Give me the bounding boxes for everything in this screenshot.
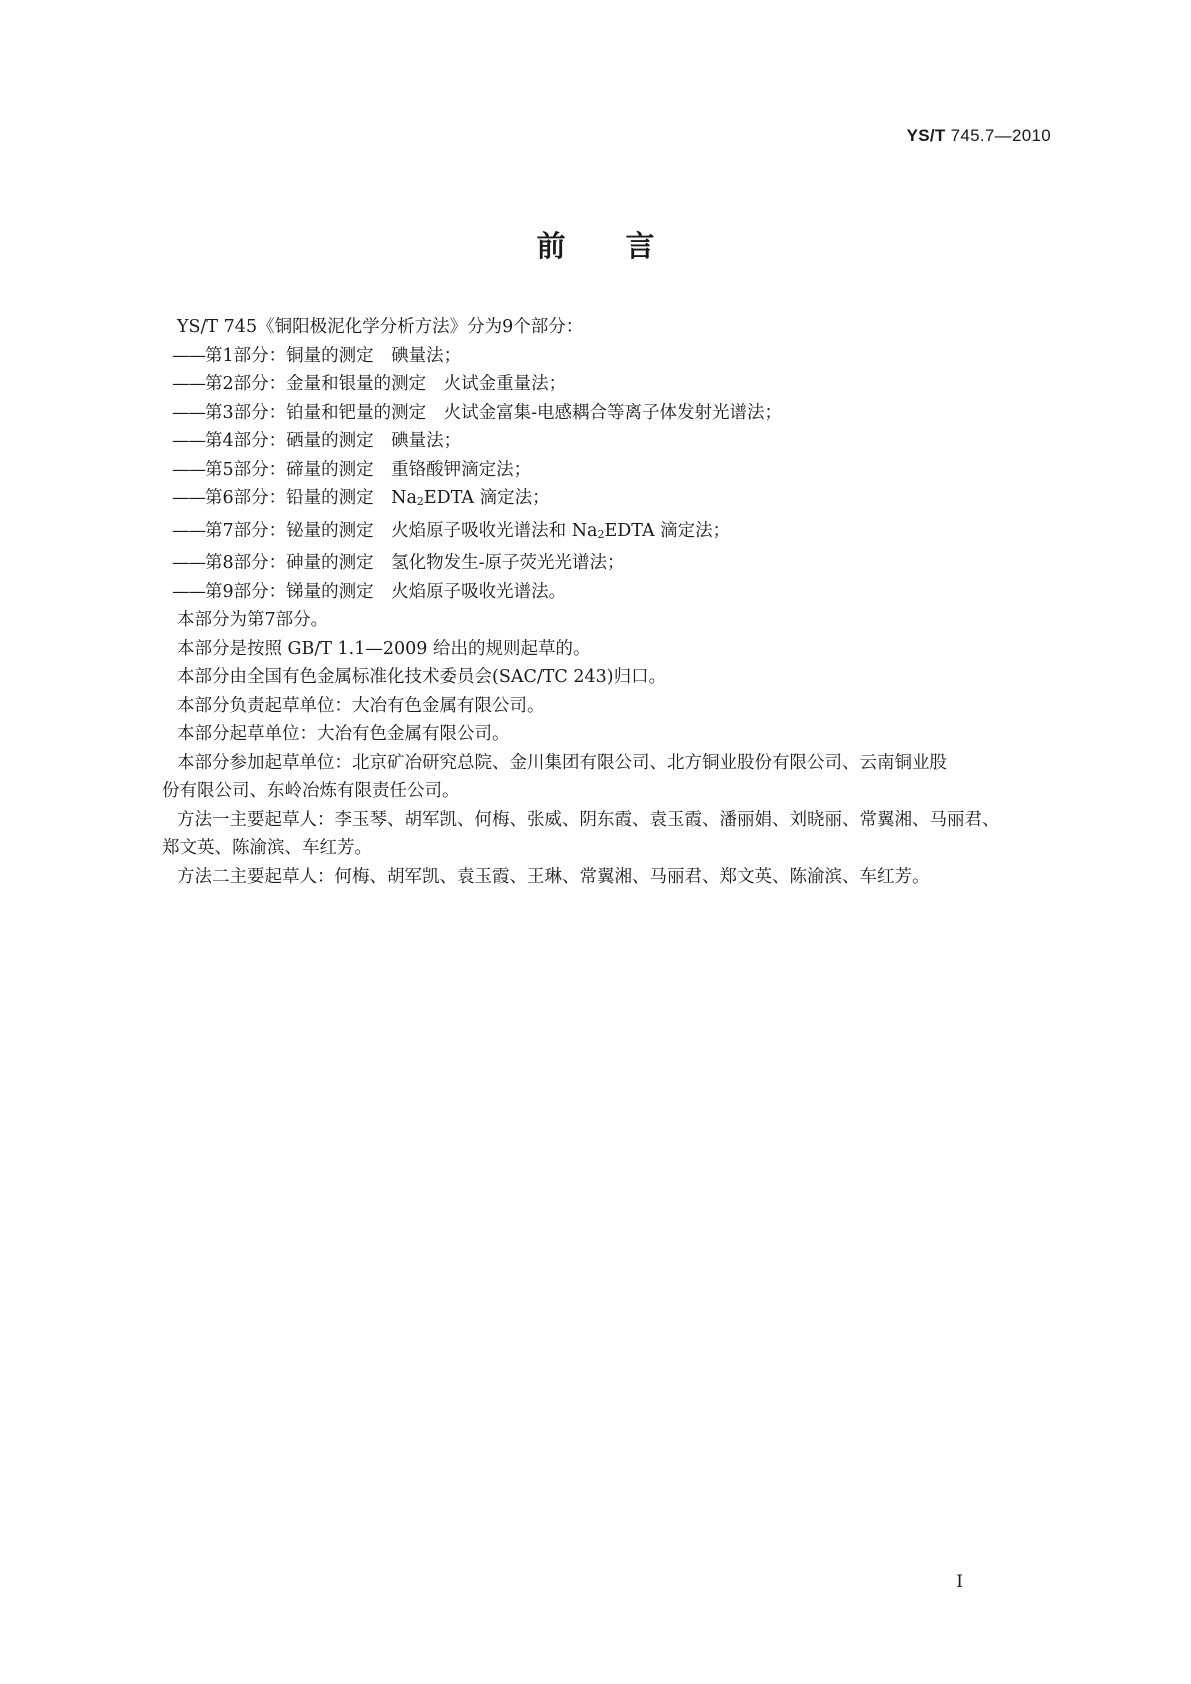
part-item-1: [172, 342, 1092, 371]
part-dash: ——: [172, 488, 205, 508]
part-item-4: [172, 427, 1092, 456]
part-text: 第1部分：铜量的测定 碘量法；: [205, 345, 462, 366]
part-text: 第3部分：铂量和钯量的测定 火试金富集-电感耦合等离子体发射光谱法；: [205, 402, 783, 423]
part-text-post: EDTA 滴定法；: [604, 520, 731, 541]
part-text-post: EDTA 滴定法；: [423, 488, 550, 508]
standard-number: 745.7—2010: [950, 126, 1051, 145]
intro-line: YS/T 745《铜阳极泥化学分析方法》分为9个部分：: [177, 317, 584, 337]
drafting-unit-statement: 本部分起草单位：大冶有色金属有限公司。: [177, 724, 510, 744]
participating-units-line1: 本部分参加起草单位：北京矿冶研究总院、金川集团有限公司、北方铜业股份有限公司、云南铜业股: [177, 752, 947, 773]
part-dash: ——: [172, 581, 205, 602]
part-text: 第2部分：金量和银量的测定 火试金重量法；: [205, 374, 567, 394]
part-item-6: [172, 484, 1092, 517]
part-dash: ——: [172, 553, 205, 573]
part-text: 第8部分：砷量的测定 氢化物发生-原子荧光光谱法；: [205, 553, 625, 573]
page-title: 前言: [536, 229, 715, 263]
part-dash: ——: [172, 345, 205, 366]
part-dash: ——: [172, 431, 205, 451]
part-text: 第4部分：硒量的测定 碘量法；: [205, 431, 462, 451]
part-item-5: [172, 456, 1092, 485]
drafting-rules-statement: 本部分是按照 GB/T 1.1—2009 给出的规则起草的。: [177, 638, 591, 659]
responsible-unit-statement: 本部分负责起草单位：大冶有色金属有限公司。: [177, 695, 545, 716]
part-dash: ——: [172, 520, 205, 541]
page-number: I: [956, 1572, 963, 1592]
part-text: 第9部分：锑量的测定 火焰原子吸收光谱法。: [205, 581, 567, 602]
part-dash: ——: [172, 459, 205, 480]
part-number-statement: 本部分为第7部分。: [177, 610, 329, 630]
participating-units-line2: 份有限公司、东岭冶炼有限责任公司。: [162, 781, 460, 801]
foreword-body: [162, 313, 1092, 891]
part-text-pre: 第6部分：铅量的测定 Na: [205, 488, 417, 508]
part-text: 第5部分：碲量的测定 重铬酸钾滴定法；: [205, 459, 532, 480]
method1-drafters-line2: 郑文英、陈渝滨、车红芳。: [162, 838, 372, 858]
centralized-statement: 本部分由全国有色金属标准化技术委员会(SAC/TC 243)归口。: [177, 667, 667, 687]
standard-prefix: YS/T: [906, 126, 946, 145]
part-item-9: [172, 578, 1092, 607]
part-dash: ——: [172, 374, 205, 394]
part-text-pre: 第7部分：铋量的测定 火焰原子吸收光谱法和 Na: [205, 520, 598, 541]
subscript: 2: [597, 527, 605, 541]
part-item-2: [172, 370, 1092, 399]
part-item-7: [172, 517, 1092, 550]
part-dash: ——: [172, 402, 205, 423]
part-item-8: [172, 549, 1092, 578]
method2-drafters: 方法二主要起草人：何梅、胡军凯、袁玉霞、王琳、常翼湘、马丽君、郑文英、陈渝滨、车红芳。: [177, 866, 930, 887]
subscript: 2: [416, 495, 424, 508]
standard-code: [907, 126, 1051, 146]
part-item-3: [172, 399, 1092, 428]
method1-drafters-line1: 方法一主要起草人：李玉琴、胡军凯、何梅、张威、阴东霞、袁玉霞、潘丽娟、刘晓丽、常翼湘、马丽君、: [177, 809, 1000, 830]
